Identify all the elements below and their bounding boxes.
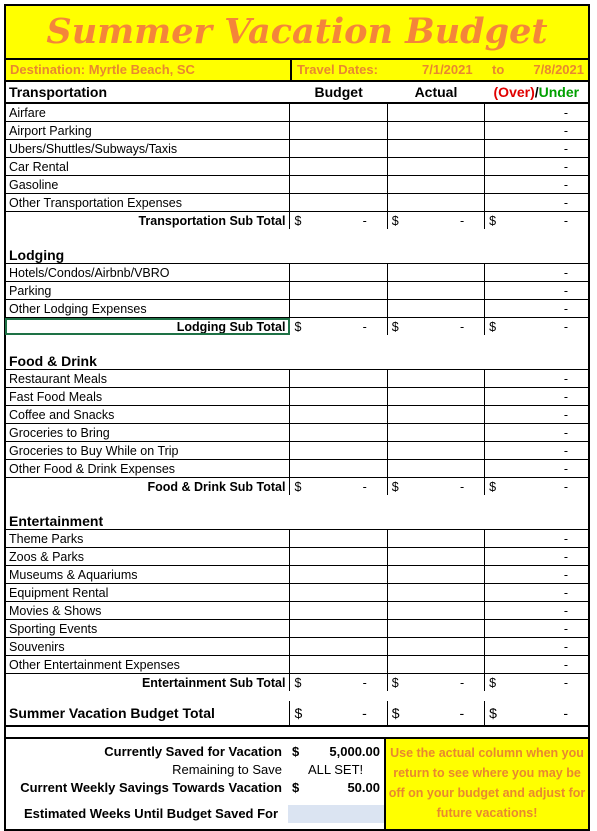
over-under-cell[interactable]: -: [485, 388, 589, 406]
actual-cell[interactable]: [387, 282, 484, 300]
spacer-cell: [5, 691, 290, 701]
spacer-cell: [485, 495, 589, 505]
currency-sign: $: [294, 705, 303, 721]
currency-sign: $: [294, 319, 302, 334]
expense-name-cell[interactable]: Souvenirs: [5, 638, 290, 656]
saved-value: 5,000.00: [329, 744, 380, 759]
grand-total-over-under-cell[interactable]: [485, 701, 589, 726]
expense-row: [5, 442, 589, 460]
over-under-cell[interactable]: -: [485, 460, 589, 478]
actual-cell[interactable]: [387, 548, 484, 566]
spacer-cell: [387, 691, 484, 701]
actual-cell[interactable]: [387, 442, 484, 460]
over-under-cell[interactable]: -: [485, 602, 589, 620]
over-under-cell[interactable]: -: [485, 548, 589, 566]
expense-row: [5, 194, 589, 212]
expense-name-cell[interactable]: Other Food & Drink Expenses: [5, 460, 290, 478]
budget-cell[interactable]: [290, 176, 387, 194]
budget-cell[interactable]: [290, 370, 387, 388]
budget-cell[interactable]: [290, 584, 387, 602]
over-under-cell[interactable]: -: [485, 584, 589, 602]
expense-row: [5, 406, 589, 424]
spacer-row: [5, 229, 589, 239]
currency-sign: $: [294, 213, 302, 228]
heading-blank-cell: [290, 345, 387, 370]
weekly-label: Current Weekly Savings Towards Vacation: [20, 780, 282, 795]
heading-blank-cell: [290, 505, 387, 530]
currency-sign: $: [489, 705, 497, 721]
actual-cell[interactable]: [387, 656, 484, 674]
budget-cell[interactable]: [290, 300, 387, 318]
dash-value: -: [362, 319, 367, 334]
spacer-cell: [485, 335, 589, 345]
expense-row: [5, 566, 589, 584]
weeks-label: Estimated Weeks Until Budget Saved For: [24, 806, 279, 821]
over-under-cell[interactable]: -: [485, 656, 589, 674]
expense-row: [5, 530, 589, 548]
currency-sign: $: [391, 213, 399, 228]
weekly-row: [6, 779, 384, 797]
actual-cell[interactable]: [387, 620, 484, 638]
dash-value: -: [362, 675, 367, 690]
budget-cell[interactable]: [290, 460, 387, 478]
subtotal-budget-cell-content: [290, 675, 386, 691]
subtotal-row: [5, 674, 589, 692]
over-under-cell[interactable]: -: [485, 300, 589, 318]
spacer-cell: [387, 229, 484, 239]
dash-value: -: [563, 213, 568, 228]
dash-value: -: [362, 705, 367, 721]
currency-sign: $: [294, 479, 302, 494]
subtotal-over-under-cell-content: [485, 675, 588, 691]
heading-blank-cell: [485, 239, 589, 264]
currency-sign: $: [489, 319, 497, 334]
budget-cell[interactable]: [290, 442, 387, 460]
destination-cell[interactable]: Destination: Myrtle Beach, SC: [6, 60, 292, 80]
subtotal-budget-cell[interactable]: [290, 674, 387, 692]
expense-name-cell[interactable]: Movies & Shows: [5, 602, 290, 620]
actual-cell[interactable]: [387, 370, 484, 388]
actual-cell[interactable]: [387, 602, 484, 620]
expense-name-cell[interactable]: Airport Parking: [5, 122, 290, 140]
trip-info-row: [4, 60, 590, 82]
actual-cell[interactable]: [387, 264, 484, 282]
saved-row: [6, 743, 384, 761]
expense-name-cell[interactable]: Fast Food Meals: [5, 388, 290, 406]
remaining-value[interactable]: ALL SET!: [308, 762, 364, 777]
budget-cell[interactable]: [290, 602, 387, 620]
spacer-cell: [290, 229, 387, 239]
actual-cell[interactable]: [387, 566, 484, 584]
grand-total-budget-cell-content: [290, 705, 386, 721]
expense-row: [5, 460, 589, 478]
spacer-cell: [290, 495, 387, 505]
budget-cell[interactable]: [290, 566, 387, 584]
expense-name-cell[interactable]: Restaurant Meals: [5, 370, 290, 388]
currency-sign: $: [489, 479, 497, 494]
expense-name-cell[interactable]: Equipment Rental: [5, 584, 290, 602]
section-heading-row: [5, 239, 589, 264]
subtotal-budget-cell[interactable]: [290, 478, 387, 496]
expense-name-cell[interactable]: Other Lodging Expenses: [5, 300, 290, 318]
date-separator: to: [492, 62, 505, 77]
budget-cell[interactable]: [290, 140, 387, 158]
actual-cell[interactable]: [387, 176, 484, 194]
grand-total-label[interactable]: Summer Vacation Budget Total: [5, 701, 290, 726]
grand-total-actual-cell[interactable]: [387, 701, 484, 726]
subtotal-label[interactable]: Lodging Sub Total: [5, 318, 290, 336]
section-heading-row: [5, 505, 589, 530]
actual-cell[interactable]: [387, 460, 484, 478]
sheet-title: Summer Vacation Budget: [4, 4, 590, 60]
over-under-cell[interactable]: -: [485, 530, 589, 548]
savings-footer: [4, 739, 590, 831]
end-date[interactable]: 7/8/2021: [533, 62, 584, 77]
grand-total-row: [5, 701, 589, 726]
heading-blank-cell: [290, 239, 387, 264]
spacer-row: [5, 691, 589, 701]
spacer-cell: [485, 691, 589, 701]
budget-sheet: [4, 4, 590, 831]
budget-cell[interactable]: [290, 282, 387, 300]
over-label: (Over): [493, 84, 535, 100]
budget-cell[interactable]: [290, 406, 387, 424]
expense-row: [5, 548, 589, 566]
start-date[interactable]: 7/1/2021: [422, 62, 473, 77]
budget-cell[interactable]: [290, 122, 387, 140]
subtotal-over-under-cell[interactable]: [485, 212, 589, 230]
subtotal-label[interactable]: Entertainment Sub Total: [5, 674, 290, 692]
budget-column-header: Budget: [290, 82, 387, 103]
spacer-cell: [290, 691, 387, 701]
subtotal-actual-cell[interactable]: [387, 318, 484, 336]
spacer-cell: [387, 495, 484, 505]
over-under-cell[interactable]: -: [485, 282, 589, 300]
actual-cell[interactable]: [387, 300, 484, 318]
subtotal-budget-cell[interactable]: [290, 212, 387, 230]
actual-column-header: Actual: [387, 82, 484, 103]
budget-cell[interactable]: [290, 530, 387, 548]
expense-name-cell[interactable]: Other Entertainment Expenses: [5, 656, 290, 674]
over-under-cell[interactable]: -: [485, 370, 589, 388]
over-under-cell[interactable]: -: [485, 566, 589, 584]
budget-cell[interactable]: [290, 194, 387, 212]
actual-cell[interactable]: [387, 406, 484, 424]
subtotal-label[interactable]: Food & Drink Sub Total: [5, 478, 290, 496]
expense-row: [5, 103, 589, 122]
remaining-label: Remaining to Save: [172, 762, 282, 777]
expense-row: [5, 638, 589, 656]
heading-blank-cell: [485, 345, 589, 370]
actual-cell[interactable]: [387, 584, 484, 602]
under-label: Under: [538, 84, 580, 100]
currency-sign: $: [294, 675, 302, 690]
expense-name-cell[interactable]: Gasoline: [5, 176, 290, 194]
over-under-cell[interactable]: -: [485, 264, 589, 282]
instruction-note: Use the actual column when you return to see where you may be off on your budget and adjust for future vacations!: [384, 739, 588, 829]
currency-sign: $: [391, 705, 400, 721]
budget-cell[interactable]: [290, 548, 387, 566]
dash-value: -: [459, 213, 465, 228]
actual-cell[interactable]: [387, 140, 484, 158]
expense-name-cell[interactable]: Theme Parks: [5, 530, 290, 548]
budget-cell[interactable]: [290, 424, 387, 442]
dash-value: -: [563, 705, 568, 721]
spacer-cell: [5, 726, 589, 738]
budget-cell[interactable]: [290, 620, 387, 638]
weekly-value: 50.00: [347, 780, 380, 795]
subtotal-actual-cell-content: [388, 319, 484, 335]
over-under-separator: /: [534, 84, 539, 100]
expense-row: [5, 264, 589, 282]
budget-cell[interactable]: [290, 103, 387, 122]
column-header-row: [5, 82, 589, 103]
grand-total-budget-cell[interactable]: [290, 701, 387, 726]
expense-row: [5, 282, 589, 300]
over-under-cell[interactable]: -: [485, 176, 589, 194]
over-under-cell[interactable]: -: [485, 140, 589, 158]
over-under-cell[interactable]: -: [485, 638, 589, 656]
over-under-cell[interactable]: -: [485, 442, 589, 460]
subtotal-over-under-cell[interactable]: [485, 318, 589, 336]
heading-blank-cell: [387, 505, 484, 530]
expense-name-cell[interactable]: Coffee and Snacks: [5, 406, 290, 424]
subtotal-over-under-cell-content: [485, 479, 588, 495]
expense-row: [5, 424, 589, 442]
expense-name-cell[interactable]: Hotels/Condos/Airbnb/VBRO: [5, 264, 290, 282]
subtotal-actual-cell[interactable]: [387, 212, 484, 230]
expense-row: [5, 656, 589, 674]
subtotal-row: [5, 212, 589, 230]
expense-row: [5, 388, 589, 406]
subtotal-budget-cell-content: [290, 213, 386, 229]
spacer-cell: [485, 229, 589, 239]
subtotal-over-under-cell-content: [485, 319, 588, 335]
currency-sign: $: [391, 479, 399, 494]
over-under-cell[interactable]: -: [485, 158, 589, 176]
budget-cell[interactable]: [290, 264, 387, 282]
section-heading-row: [5, 345, 589, 370]
subtotal-budget-cell[interactable]: [290, 318, 387, 336]
over-under-cell[interactable]: -: [485, 406, 589, 424]
dash-value: -: [459, 479, 465, 494]
dash-value: -: [362, 213, 367, 228]
budget-cell[interactable]: [290, 388, 387, 406]
expense-row: [5, 122, 589, 140]
subtotal-label[interactable]: Transportation Sub Total: [5, 212, 290, 230]
actual-cell[interactable]: [387, 388, 484, 406]
subtotal-row: [5, 478, 589, 496]
saved-value-cell[interactable]: [288, 743, 384, 761]
dash-value: -: [459, 705, 465, 721]
expense-name-cell[interactable]: Airfare: [5, 103, 290, 122]
spacer-cell: [5, 495, 290, 505]
budget-table: [4, 82, 590, 739]
over-under-cell[interactable]: -: [485, 103, 589, 122]
spacer-row: [5, 335, 589, 345]
expense-row: [5, 370, 589, 388]
heading-blank-cell: [387, 239, 484, 264]
expense-name-cell[interactable]: Ubers/Shuttles/Subways/Taxis: [5, 140, 290, 158]
expense-row: [5, 602, 589, 620]
currency-sign: $: [489, 675, 497, 690]
subtotal-actual-cell-content: [388, 213, 484, 229]
budget-cell[interactable]: [290, 638, 387, 656]
budget-cell[interactable]: [290, 158, 387, 176]
expense-row: [5, 584, 589, 602]
grand-total-over-under-cell-content: [485, 705, 588, 721]
currency-sign: $: [489, 213, 497, 228]
saved-currency: $: [292, 744, 300, 759]
expense-row: [5, 140, 589, 158]
currency-sign: $: [391, 319, 399, 334]
subtotal-row: [5, 318, 589, 336]
over-under-column-header: [485, 82, 589, 103]
remaining-row: [6, 761, 384, 779]
weekly-currency: $: [292, 780, 300, 795]
currency-sign: $: [391, 675, 399, 690]
spacer-row: [5, 495, 589, 505]
expense-row: [5, 620, 589, 638]
actual-cell[interactable]: [387, 158, 484, 176]
heading-blank-cell: [485, 505, 589, 530]
dash-value: -: [563, 479, 568, 494]
expense-name-cell[interactable]: Sporting Events: [5, 620, 290, 638]
subtotal-budget-cell-content: [290, 479, 386, 495]
spacer-cell: [387, 335, 484, 345]
actual-cell[interactable]: [387, 194, 484, 212]
expense-row: [5, 158, 589, 176]
over-under-cell[interactable]: -: [485, 122, 589, 140]
weeks-value[interactable]: [288, 805, 384, 823]
dash-value: -: [362, 479, 367, 494]
expense-name-cell[interactable]: Parking: [5, 282, 290, 300]
subtotal-actual-cell-content: [388, 479, 484, 495]
section-heading: Entertainment: [5, 505, 290, 530]
subtotal-over-under-cell[interactable]: [485, 478, 589, 496]
over-under-cell[interactable]: -: [485, 194, 589, 212]
dash-value: -: [563, 319, 568, 334]
weeks-row: [6, 805, 384, 823]
grand-total-actual-cell-content: [388, 705, 484, 721]
actual-cell[interactable]: [387, 424, 484, 442]
expense-name-cell[interactable]: Museums & Aquariums: [5, 566, 290, 584]
subtotal-actual-cell-content: [388, 675, 484, 691]
spacer-row: [5, 726, 589, 738]
expense-name-cell[interactable]: Zoos & Parks: [5, 548, 290, 566]
actual-cell[interactable]: [387, 638, 484, 656]
expense-row: [5, 176, 589, 194]
over-under-cell[interactable]: -: [485, 620, 589, 638]
dash-value: -: [459, 675, 465, 690]
spacer-cell: [5, 335, 290, 345]
subtotal-over-under-cell-content: [485, 213, 588, 229]
dash-value: -: [459, 319, 465, 334]
subtotal-actual-cell[interactable]: [387, 478, 484, 496]
section-heading: Lodging: [5, 239, 290, 264]
expense-name-cell[interactable]: Car Rental: [5, 158, 290, 176]
savings-summary: [6, 739, 384, 829]
spacer-cell: [290, 335, 387, 345]
actual-cell[interactable]: [387, 122, 484, 140]
expense-row: [5, 300, 589, 318]
expense-name-cell[interactable]: Groceries to Buy While on Trip: [5, 442, 290, 460]
budget-cell[interactable]: [290, 656, 387, 674]
travel-dates-cell: [292, 60, 588, 80]
subtotal-over-under-cell[interactable]: [485, 674, 589, 692]
subtotal-actual-cell[interactable]: [387, 674, 484, 692]
expense-name-cell[interactable]: Other Transportation Expenses: [5, 194, 290, 212]
actual-cell[interactable]: [387, 530, 484, 548]
section-heading: Food & Drink: [5, 345, 290, 370]
spacer-cell: [5, 229, 290, 239]
dash-value: -: [563, 675, 568, 690]
travel-dates-label: Travel Dates:: [297, 62, 378, 77]
heading-blank-cell: [387, 345, 484, 370]
saved-label: Currently Saved for Vacation: [104, 744, 282, 759]
over-under-cell[interactable]: -: [485, 424, 589, 442]
subtotal-budget-cell-content: [290, 319, 386, 335]
section-heading-transportation: Transportation: [5, 82, 290, 103]
expense-name-cell[interactable]: Groceries to Bring: [5, 424, 290, 442]
weekly-value-cell[interactable]: [288, 779, 384, 797]
actual-cell[interactable]: [387, 103, 484, 122]
